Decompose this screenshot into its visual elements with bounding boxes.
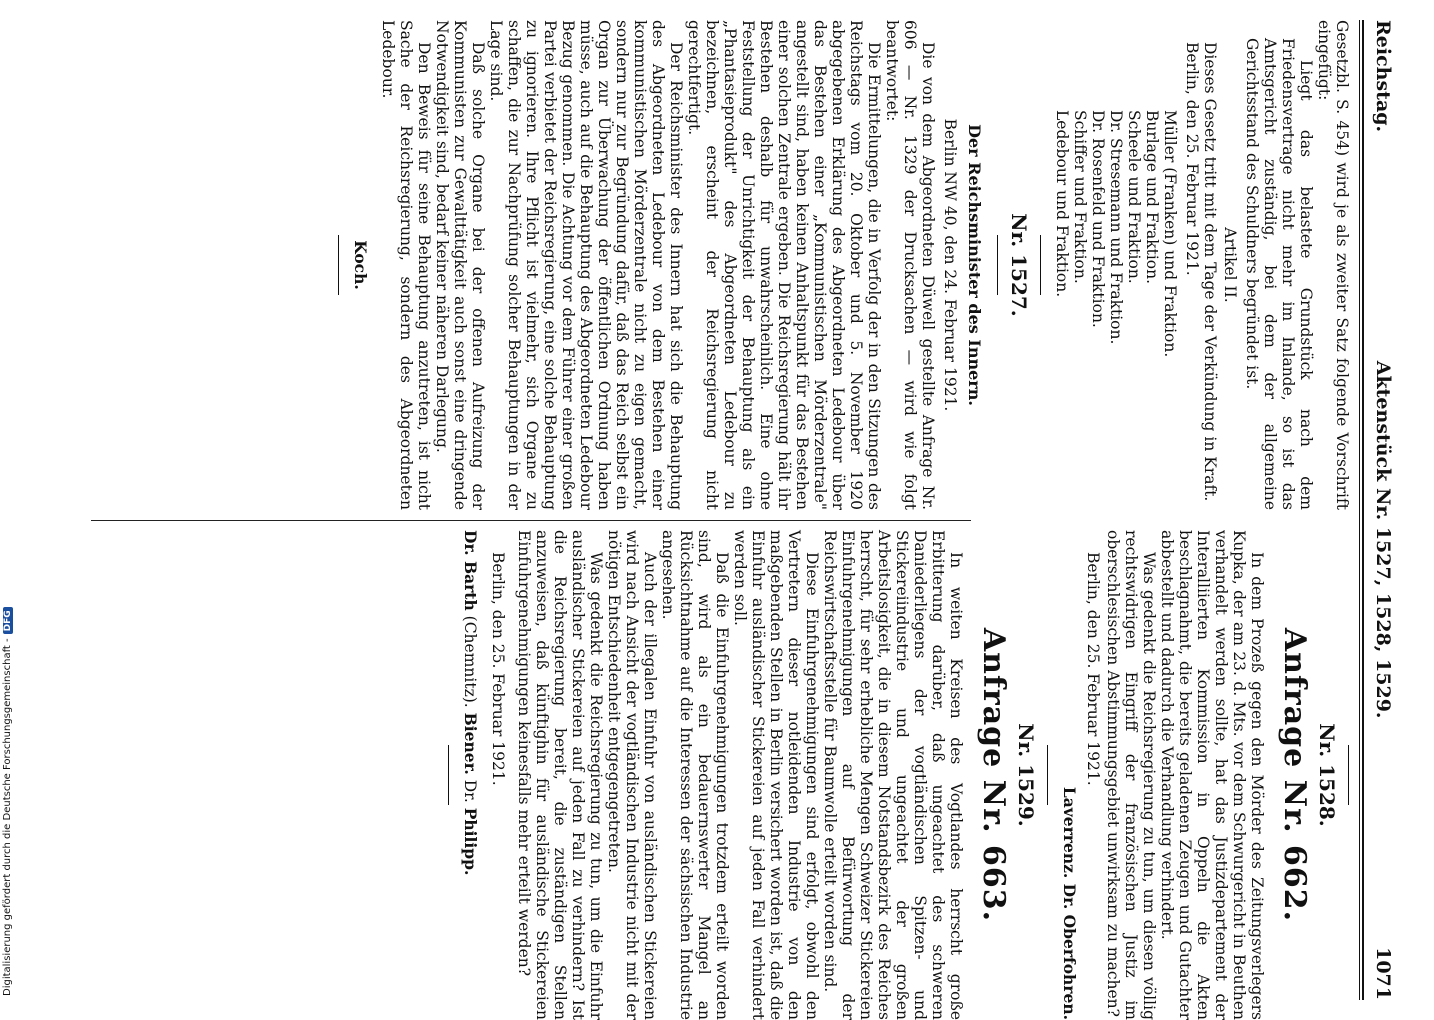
signature-part: (Chemnitz). (461, 610, 479, 713)
signatory: Ledebour und Fraktion. (1053, 110, 1071, 298)
body-paragraph: Daß solche Organe bei der offenen Aufreizung der Kommunisten zur Gewalttätigkeit auch sonst eine dringende Notwendigkeit sind, bedarf keiner näheren Darlegung. (433, 20, 487, 510)
artikel-text: Dieses Gesetz tritt mit dem Tage der Verkündung in Kraft. (1201, 42, 1219, 502)
signature-part: Philipp. (461, 807, 480, 876)
section-rule (1047, 745, 1048, 805)
section-rule (1040, 235, 1041, 295)
section-number: Nr. 1528. (1315, 723, 1339, 827)
signatory: Burlage und Fraktion. (1143, 110, 1161, 285)
signatory-list (1053, 20, 1179, 510)
signature-part: Biener. (461, 712, 480, 775)
header-rule (1359, 20, 1364, 1000)
body-paragraph: Daß die Einfuhrgenehmigungen trotzdem erteilt worden sind, wird als ein bedauernswerter Mangel an Rücksichtnahme auf die Interessen der sächsischen Industrie angesehen. (659, 530, 731, 1020)
signature: Laverrenz. Dr. Oberfohren. (1060, 786, 1079, 1020)
signature-part: Dr. Barth (461, 530, 480, 611)
signature: Koch. (351, 240, 370, 290)
dfg-credit (2, 607, 13, 996)
document-page (16, 10, 1396, 1020)
anfrage-heading: Anfrage Nr. 663. (976, 627, 1011, 923)
signature-line (461, 530, 479, 1020)
anfrage-heading: Anfrage Nr. 662. (1277, 627, 1312, 923)
body-paragraph: Den Beweis für seine Behauptung anzutreten, ist nicht Sache der Reichsregierung, sondern des Abgeordneten Ledebour. (379, 20, 433, 510)
body-paragraph: Die von dem Abgeordneten Düwell gestellte Anfrage Nr. 606 — Nr. 1329 der Drucksachen — wird wie folgt beantwortet: (883, 20, 937, 510)
body-paragraph: Auch der illegalen Einfuhr von ausländischen Stickereien wird nach Ansicht der vogtländischen Industrie nicht mit der nötigen Entschiedenheit entgegengetreten. (605, 530, 659, 1020)
page-header (1366, 20, 1396, 1000)
signatory: Dr. Rosenfeld und Fraktion. (1089, 110, 1107, 328)
body-paragraph: Was gedenkt die Reichsregierung zu tun, um die Einfuhr ausländischer Stickereien auf jeden Fall zu verhindern? Ist die Reichsregierung bereit, die zuständigen Stellen anzuweisen, daß künftighin für ausländische Stickereien Einfuhrgenehmigungen keinesfalls mehr erteilt werden? (515, 530, 605, 1020)
credit-text: Digitalisierung gefördert durch die Deutsche Forschungsgemeinschaft - (2, 638, 13, 996)
section-rule (997, 235, 998, 295)
dateline: Berlin NW 40, den 24. Februar 1921. (941, 118, 959, 412)
header-left: Reichstag. (1372, 20, 1394, 133)
signatory: Dr. Stresemann und Fraktion. (1107, 110, 1125, 345)
section-rule (338, 235, 339, 295)
section-rule (448, 745, 449, 805)
body-paragraph: Diese Einfuhrgenehmigungen sind erfolgt, obwohl den Vertretern dieser notleidenden Industrie von den maßgebenden Stellen in Berlin versichert worden ist, daß die Einfuhr ausländischer Stickereien auf jeden Fall verhindert werden soll. (731, 530, 821, 1020)
page-number: 1071 (1372, 947, 1394, 1000)
date-line: Berlin, den 25. Februar 1921. (1183, 42, 1201, 276)
signatory: Schiffer und Fraktion. (1071, 110, 1089, 284)
signature-part: Dr. (461, 774, 479, 808)
body-paragraph: In dem Prozeß gegen den Mörder des Zeitungsverlegers Kupka, der am 23. d. Mts. vor dem Schwurgericht in Beuthen verhandelt werden sollte, hat das Justizdepartement der Interalliierten Kommission in Oppeln die Akten beschlagnahmt, die bereits geladenen Zeugen und Gutachter abbestellt und dadurch die Verhandlung verhindert. (1158, 530, 1266, 1020)
section-number: Nr. 1527. (1007, 213, 1031, 317)
date-line: Berlin, den 25. Februar 1921. (1084, 552, 1102, 786)
date-line: Berlin, den 25. Februar 1921. (489, 552, 507, 786)
minister-heading: Der Reichsminister des Innern. (965, 124, 984, 406)
body-paragraph: Der Reichsminister des Innern hat sich die Behauptung des Abgeordneten Ledebour von dem Bestehen einer kommunistischen Mörderzentrale nicht zu eigen gemacht, sondern nur zur Begründung dafür, daß das Reich selbst ein Organ zur Überwachung der öffentlichen Ordnung haben müsse, auch auf die Behauptung des Abgeordneten Ledebour Bezug genommen. Die Achtung vor dem Führer einer großen Partei verbietet der Reichsregierung, eine solche Behauptung zu ignorieren. Ihre Pflicht ist vielmehr, sich Organe zu schaffen, die zur Nachprüfung solcher Behauptungen in der Lage sind. (487, 20, 685, 510)
column-divider (91, 520, 971, 521)
page-columns (91, 20, 1351, 1020)
intro-paragraph: Gesetzbl. S. 454) wird je als zweiter Satz folgende Vorschrift eingefügt: (1315, 20, 1351, 510)
right-column (436, 530, 1351, 1020)
body-paragraph: Die Ermittelungen, die in Verfolg der in den Sitzungen des Reichstags vom 20. Oktober und 5. November 1920 abgegebenen Erklärung des Abgeordneten Ledebour über das Bestehen einer „Kommunistischen Mörderzentrale" angestellt sind, haben keinen Anhaltspunkt für das Bestehen einer solchen Zentrale ergeben. Die Reichsregierung hält ihr Bestehen deshalb für unwahrscheinlich. Eine ohne Feststellung der Unrichtigkeit der Behauptung als ein „Phantasieprodukt" des Abgeordneten Ledebour zu bezeichnen, erscheint der Reichsregierung nicht gerechtfertigt. (685, 20, 883, 510)
section-rule (1348, 745, 1349, 805)
intro-paragraph: Liegt das belastete Grundstück nach dem Friedensvertrage nicht mehr im Inlande, so ist das Amtsgericht zuständig, bei dem der allgemeine Gerichtsstand des Schuldners begründet ist. (1243, 38, 1315, 510)
body-paragraph: Was gedenkt die Reichsregierung zu tun, um diesen völlig rechtswidrigen Eingriff der französischen Justiz im oberschlesischen Abstimmungsgebiet unwirksam zu machen? (1104, 530, 1158, 1020)
section-number: Nr. 1529. (1014, 723, 1038, 827)
left-column (326, 20, 1351, 510)
artikel-heading: Artikel II. (1221, 227, 1239, 303)
dfg-logo: DFG (3, 607, 13, 634)
header-title: Aktenstück Nr. 1527, 1528, 1529. (1372, 360, 1394, 719)
signatory: Scheele und Fraktion. (1125, 110, 1143, 284)
signatory: Müller (Franken) und Fraktion. (1161, 110, 1179, 358)
body-paragraph: In weiten Kreisen des Vogtlandes herrscht große Erbitterung darüber, daß ungeachtet des schweren Daniederliegens der vogtländischen Spitzen- und Stickereiindustrie und ungeachtet der großen Arbeitslosigkeit, die in diesem Notstandsbezirk des Reiches herrscht, für sehr erhebliche Mengen Schweizer Stickereien Einfuhrgenehmigungen auf Befürwortung der Reichswirtschaftsstelle für Baumwolle erteilt worden sind. (821, 530, 965, 1020)
